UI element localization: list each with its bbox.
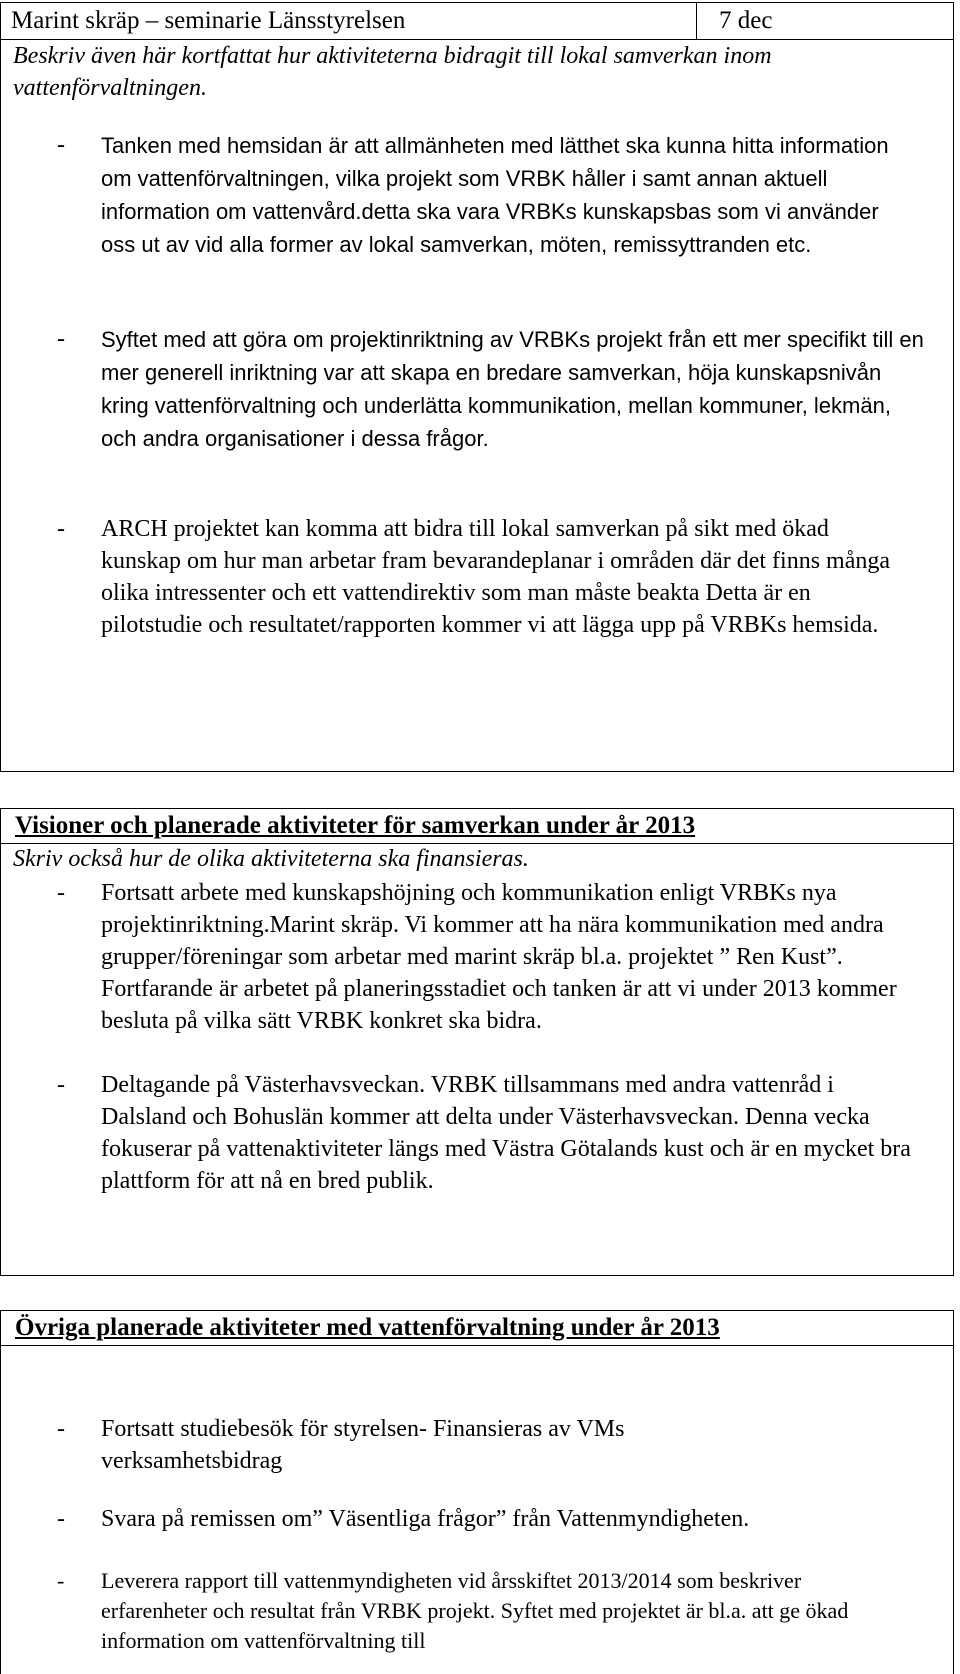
bullet-text: Syftet med att göra om projektinriktning av VRBKs projekt från ett mer specifikt till en mer generell inriktning var att skapa en bredare samverkan, höja kunskapsnivån kring vattenförvaltning och underlätta kommunikation, mellan kommuner, lekmän, och andra organisationer i dessa frågor. — [101, 327, 924, 451]
bullet-dash: - — [57, 326, 65, 352]
section1-subtitle: Beskriv även här kortfattat hur aktiviteterna bidragit till lokal samverkan inom vattenförvaltningen. — [13, 43, 772, 101]
bullet-dash: - — [57, 1416, 65, 1442]
bullet-text: ARCH projektet kan komma att bidra till lokal samverkan på sikt med ökad kunskap om hur man arbetar fram bevarandeplanar i områden där det finns många olika intressenter och ett vattendirektiv som man måste beakta Detta är en pilotstudie och resultatet/rapporten kommer vi att lägga upp på VRBKs hemsida. — [101, 516, 891, 638]
bullet-dash: - — [57, 880, 65, 906]
section-other-activities — [0, 1310, 954, 1674]
bullet-text: Deltagande på Västerhavsveckan. VRBK tillsammans med andra vattenråd i Dalsland och Bohuslän kommer att delta under Västerhavsveckan. Denna vecka fokuserar på vattenaktiviteter längs med Västra Götalands kust och är en mycket bra plattform för att nå en bred publik. — [101, 1072, 911, 1194]
bullet-text: Leverera rapport till vattenmyndigheten vid årsskiftet 2013/2014 som beskriver erfarenheter och resultat från VRBK projekt. Syftet med projektet är bl.a. att ge ökad information om vattenförvaltning till — [101, 1568, 849, 1653]
bullet-text: Fortsatt studiebesök för styrelsen- Finansieras av VMs verksamhetsbidrag — [101, 1416, 625, 1474]
section3-heading: Övriga planerade aktiviteter med vattenförvaltning under år 2013 — [1, 1311, 953, 1346]
bullet-dash: - — [57, 132, 65, 158]
bullet-dash: - — [57, 1568, 65, 1593]
section-activities — [0, 2, 954, 772]
section-visions — [0, 808, 954, 1276]
bullet-dash: - — [57, 516, 65, 542]
bullet-dash: - — [57, 1072, 65, 1098]
activity-title: Marint skräp – seminarie Länsstyrelsen — [1, 3, 697, 39]
activity-date: 7 dec — [719, 7, 773, 34]
bullet-text: Fortsatt arbete med kunskapshöjning och kommunikation enligt VRBKs nya projektinriktning.Marint skräp. Vi kommer att ha nära kommunikation med andra grupper/föreningar som arbetar med marint skräp bl.a. projektet ” Ren Kust”. Fortfarande är arbetet på planeringsstadiet och tanken är att vi under 2013 kommer besluta på vilka sätt VRBK konkret ska bidra. — [101, 880, 897, 1034]
bullet-text: Svara på remissen om” Väsentliga frågor” från Vattenmyndigheten. — [101, 1506, 750, 1532]
bullet-text: Tanken med hemsidan är att allmänheten med lätthet ska kunna hitta information om vattenförvaltningen, vilka projekt som VRBK håller i samt annan aktuell information om vattenvård.detta ska vara VRBKs kunskapsbas som vi använder oss ut av vid alla former av lokal samverkan, möten, remissyttranden etc. — [101, 133, 889, 257]
header-row — [1, 3, 953, 40]
section2-subtitle: Skriv också hur de olika aktiviteterna ska finansieras. — [13, 846, 529, 872]
section2-heading: Visioner och planerade aktiviteter för samverkan under år 2013 — [1, 809, 953, 844]
bullet-dash: - — [57, 1506, 65, 1532]
